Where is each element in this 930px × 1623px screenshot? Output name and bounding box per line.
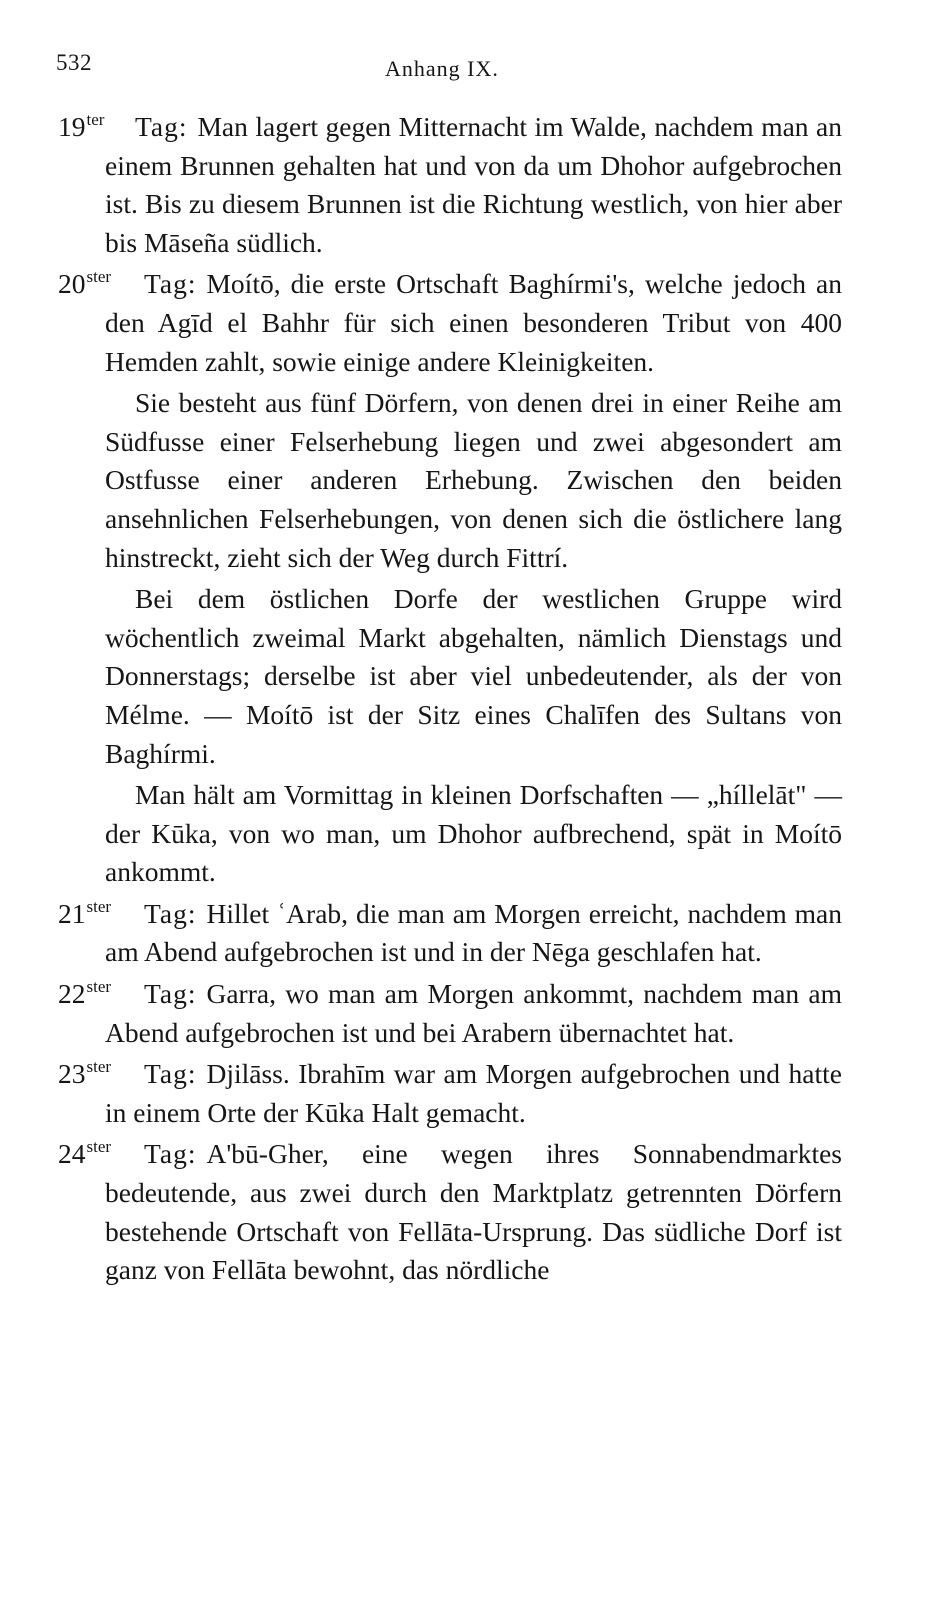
day-entry — [58, 895, 842, 972]
day-entry — [58, 265, 842, 381]
day-suffix: ster — [86, 977, 112, 997]
day-suffix: ster — [86, 896, 112, 916]
entry-text: Garra, wo man am Morgen ankommt, nachdem man am Abend aufgebrochen ist und bei Arabern übernachtet hat. — [105, 978, 842, 1048]
day-label — [58, 975, 111, 1014]
page-number: 532 — [56, 50, 92, 75]
paragraph: Bei dem östlichen Dorfe der westlichen Gruppe wird wöchentlich zweimal Markt abgehalten, nämlich Dienstags und Donnerstags; derselbe ist aber viel unbedeutender, als der von Mélme. — Moítō ist der Sitz eines Chalīfen des Sultans von Baghírmi. — [105, 583, 842, 769]
day-number: 19 — [58, 111, 86, 142]
paragraph: Man hält am Vormittag in kleinen Dorfschaften — „híllelāt" — der Kūka, von wo man, um Dhohor aufbrechend, spät in Moítō ankommt. — [105, 779, 842, 888]
day-tag: Tag: — [144, 978, 197, 1010]
day-number: 21 — [58, 897, 86, 929]
day-entry — [58, 1055, 842, 1132]
day-label — [58, 108, 104, 147]
entry-text: A'bū-Gher, eine wegen ihres Sonnabendmarktes bedeutende, aus zwei durch den Marktplatz getrennten Dörfern bestehende Ortschaft von Fellāta-Ursprung. Das südliche Dorf ist ganz von Fellāta bewohnt, das nördliche — [105, 1138, 842, 1286]
day-tag: Tag: — [135, 111, 188, 142]
paragraph: Sie besteht aus fünf Dörfern, von denen drei in einer Reihe am Südfusse einer Felserhebung liegen und zwei abgesondert am Ostfusse einer anderen Erhebung. Zwischen den beiden ansehnlichen Felserhebungen, von denen sich die östlichere lang hinstreckt, zieht sich der Weg durch Fittrí. — [105, 387, 842, 573]
day-suffix: ter — [86, 110, 105, 129]
day-number: 24 — [58, 1138, 86, 1170]
entry-text: Man lagert gegen Mitternacht im Walde, nachdem man an einem Brunnen gehalten hat und von da um Dhohor aufgebrochen ist. Bis zu diesem Brunnen ist die Richtung westlich, von hier aber bis Māseña südlich. — [105, 111, 842, 258]
day-entry — [58, 108, 842, 262]
day-entry — [58, 1135, 842, 1289]
day-tag: Tag: — [144, 897, 197, 929]
entry-text: Hillet ʿArab, die man am Morgen erreicht, nachdem man am Abend aufgebrochen ist und in der Nēga geschlafen hat. — [105, 897, 842, 968]
day-label — [58, 1135, 111, 1174]
entry-text: Moítō, die erste Ortschaft Baghírmi's, welche jedoch an den Agīd el Bahhr für sich einen besonderen Tribut von 400 Hemden zahlt, sowie einige andere Kleinigkeiten. — [105, 268, 842, 377]
running-title: Anhang IX. — [385, 56, 499, 81]
day-number: 20 — [58, 268, 86, 300]
day-tag: Tag: — [144, 1058, 197, 1090]
day-label — [58, 1055, 111, 1094]
day-entry — [58, 975, 842, 1052]
day-number: 23 — [58, 1058, 86, 1090]
day-label — [58, 265, 111, 304]
entry-text: Djilāss. Ibrahīm war am Morgen aufgebrochen und hatte in einem Orte der Kūka Halt gemacht. — [105, 1058, 842, 1128]
day-suffix: ster — [86, 1057, 112, 1077]
day-label — [58, 895, 111, 934]
day-tag: Tag: — [144, 268, 197, 300]
day-number: 22 — [58, 978, 86, 1010]
body-text — [58, 108, 842, 1293]
day-suffix: ster — [86, 267, 112, 287]
day-tag: Tag: — [144, 1138, 197, 1170]
day-suffix: ster — [86, 1137, 112, 1157]
